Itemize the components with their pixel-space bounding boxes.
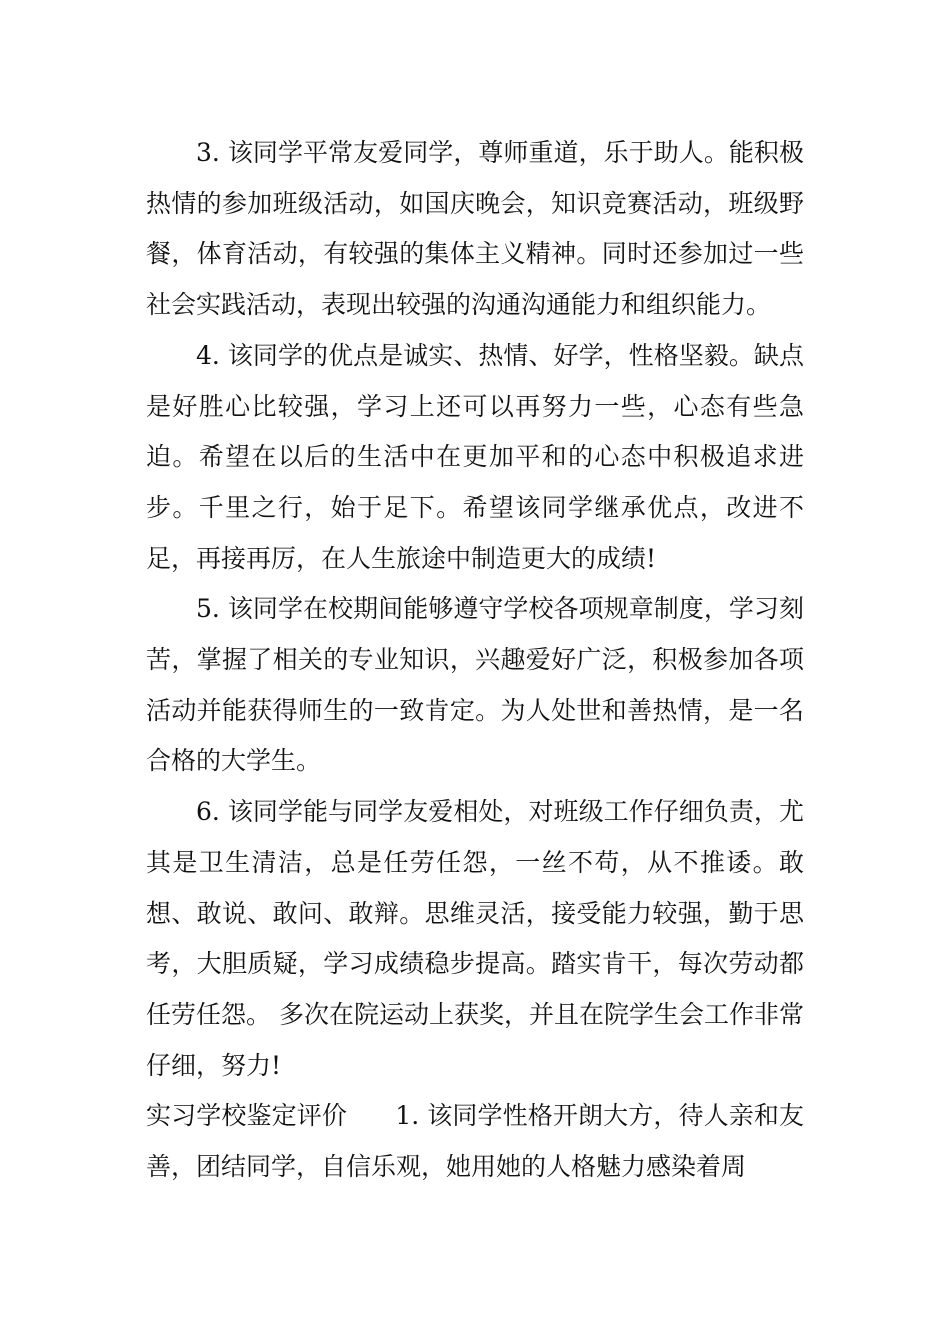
document-body: [146, 128, 804, 1193]
section-paragraph: [146, 1091, 804, 1192]
heading-gap: [347, 1101, 395, 1130]
section-heading: 实习学校鉴定评价: [146, 1101, 347, 1131]
paragraph-4: 4. 该同学的优点是诚实、热情、好学，性格坚毅。缺点是好胜心比较强，学习上还可以再努力一些，心态有些急迫。希望在以后的生活中在更加平和的心态中积极追求进步。千里之行，始于足下。希望该同学继承优点，改进不足，再接再厉，在人生旅途中制造更大的成绩!: [146, 340, 804, 573]
paragraph-3: 3. 该同学平常友爱同学，尊师重道，乐于助人。能积极热情的参加班级活动，如国庆晚会，知识竞赛活动，班级野餐，体育活动，有较强的集体主义精神。同时还参加过一些社会实践活动，表现出较强的沟通沟通能力和组织能力。: [146, 138, 804, 320]
paragraph-5: 5. 该同学在校期间能够遵守学校各项规章制度，学习刻苦，掌握了相关的专业知识，兴趣爱好广泛，积极参加各项活动并能获得师生的一致肯定。为人处世和善热情，是一名合格的大学生。: [146, 594, 804, 776]
paragraph-6: 6. 该同学能与同学友爱相处，对班级工作仔细负责，尤其是卫生清洁，总是任劳任怨，一丝不苟，从不推诿。敢想、敢说、敢问、敢辩。思维灵活，接受能力较强，勤于思考，大胆质疑，学习成绩稳步提高。踏实肯干，每次劳动都任劳任怨。 多次在院运动上获奖，并且在院学生会工作非常仔细，努力!: [146, 797, 804, 1080]
section-item-1: 1. 该同学性格开朗大方，待人亲和友善，团结同学，自信乐观，她用她的人格魅力感染着周: [146, 1101, 804, 1182]
